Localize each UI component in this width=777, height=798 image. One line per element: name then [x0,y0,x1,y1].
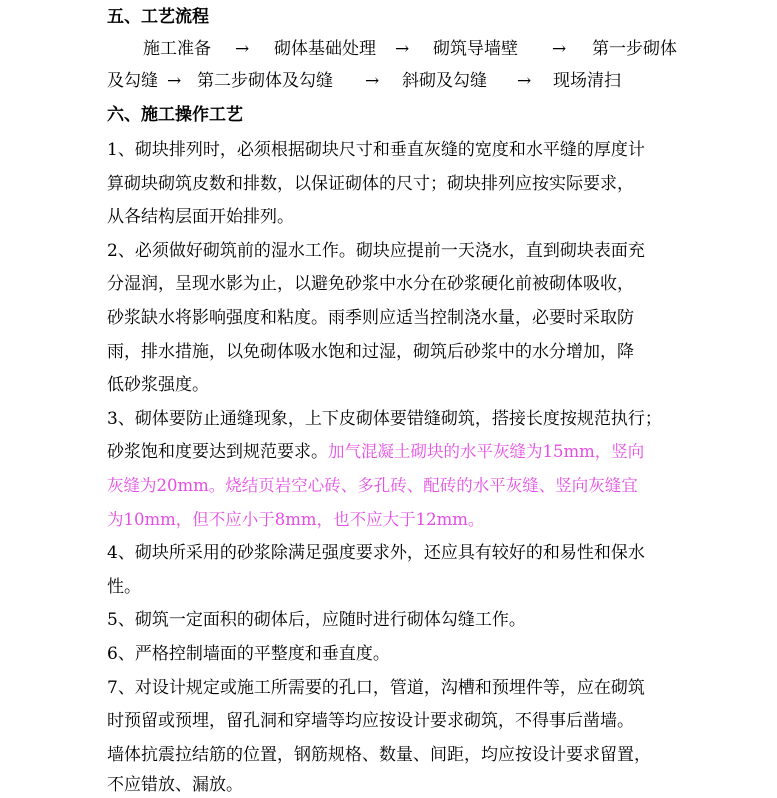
body-line: 1、砌块排列时，必须根据砌块尺寸和垂直灰缝的宽度和水平缝的厚度计 [107,140,645,160]
body-line: 从各结构层面开始排列。 [107,207,294,227]
highlighted-line: 为10mm，但不应小于8mm，也不应大于12mm。 [107,510,485,529]
body-line: 性。 [107,577,141,597]
body-line: 6、严格控制墙面的平整度和垂直度。 [107,644,390,664]
highlighted-text: 加气混凝土砌块的水平灰缝为15mm，竖向 [328,442,645,461]
body-line: 7、对设计规定或施工所需要的孔口，管道，沟槽和预埋件等，应在砌筑 [107,678,645,698]
body-line: 2、必须做好砌筑前的湿水工作。砌块应提前一天浇水，直到砌块表面充 [107,241,645,261]
body-line: 墙体抗震拉结筋的位置，钢筋规格、数量、间距，均应按设计要求留置， [107,745,651,765]
body-line: 低砂浆强度。 [107,375,209,395]
highlighted-line: 灰缝为20mm。烧结页岩空心砖、多孔砖、配砖的水平灰缝、竖向灰缝宜 [107,476,638,495]
flow-step-7: 现场清扫 [553,71,621,91]
flow-step-6: 斜砌及勾缝 [402,71,487,91]
body-line: 砂浆缺水将影响强度和粘度。雨季则应适当控制浇水量，必要时采取防 [107,308,634,328]
body-line: 分湿润，呈现水影为止，以避免砂浆中水分在砂浆硬化前被砌体吸收， [107,274,634,294]
flow-arrow-icon: → [235,39,250,59]
flow-step-4-continued: 及勾缝 [107,71,158,91]
flow-arrow-icon: → [167,71,182,91]
body-line: 不应错放、漏放。 [107,775,243,795]
flow-step-1: 施工准备 [143,39,211,59]
section-5-heading: 五、工艺流程 [107,7,209,27]
process-flow-line-1 [107,38,707,60]
body-line: 时预留或预埋，留孔洞和穿墙等均应按设计要求砌筑，不得事后凿墙。 [107,711,634,731]
process-flow-line-2 [107,70,707,92]
section-6-heading: 六、施工操作工艺 [107,105,243,125]
flow-arrow-icon: → [552,39,567,59]
body-line: 算砌块砌筑皮数和排数，以保证砌体的尺寸；砌块排列应按实际要求， [107,174,634,194]
body-line: 3、砌体要防止通缝现象，上下皮砌体要错缝砌筑，搭接长度按规范执行； [107,409,662,429]
body-line: 雨，排水措施，以免砌体吸水饱和过湿，砌筑后砂浆中的水分增加，降 [107,342,634,362]
flow-arrow-icon: → [365,71,380,91]
flow-step-3: 砌筑导墙壁 [433,39,518,59]
flow-step-5: 第二步砌体及勾缝 [197,71,333,91]
flow-step-2: 砌体基础处理 [274,39,376,59]
flow-arrow-icon: → [395,39,410,59]
flow-arrow-icon: → [517,71,532,91]
flow-step-4: 第一步砌体 [592,39,677,59]
body-line: 5、砌筑一定面积的砌体后，应随时进行砌体勾缝工作。 [107,610,526,630]
body-line: 4、砌块所采用的砂浆除满足强度要求外，还应具有较好的和易性和保水 [107,543,645,563]
body-text: 砂浆饱和度要达到规范要求。 [107,442,328,462]
body-line-mixed [107,441,644,463]
